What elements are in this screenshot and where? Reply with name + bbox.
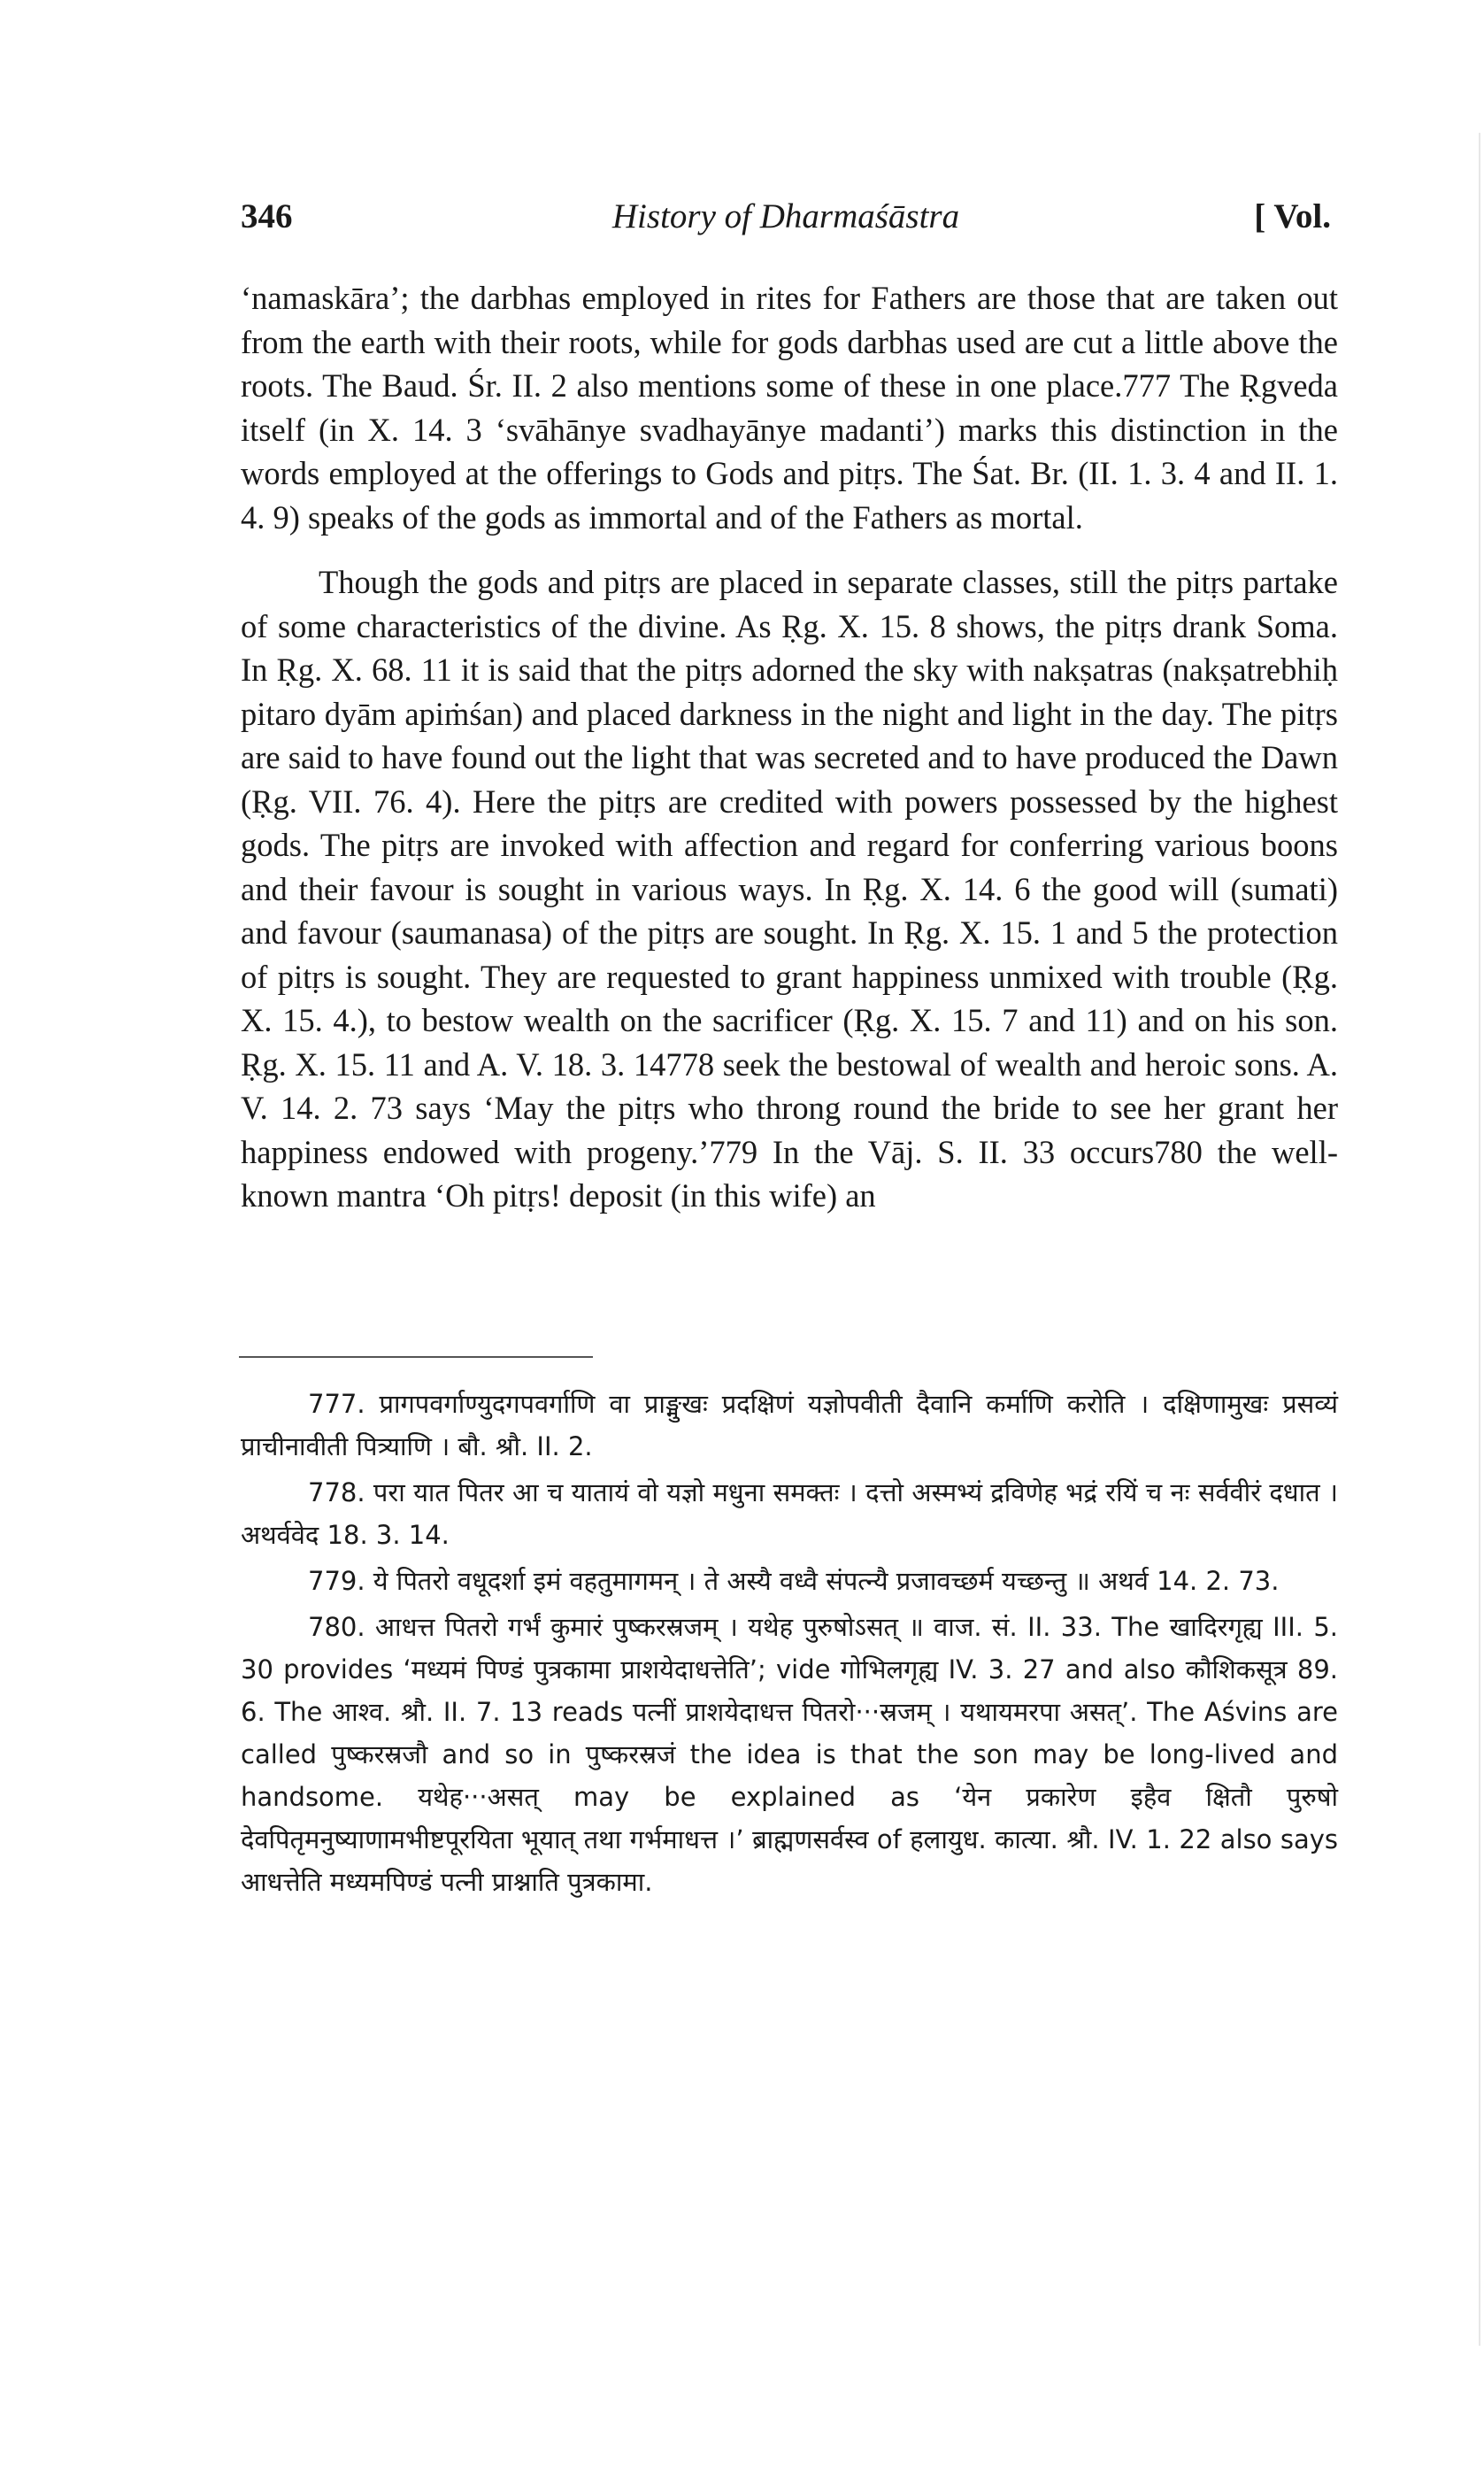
page-number: 346 xyxy=(241,197,293,235)
footnote-777: 777. प्रागपवर्गाण्युदगपवर्गाणि वा प्राङ्मुखः प्रदक्षिणं यज्ञोपवीती दैवानि कर्माणि करोति । दक्षिणामुखः प्रसव्यं प्राचीनावीती पित्र्याणि । बौ. श्रौ. II. 2. xyxy=(241,1389,1338,1461)
paragraph: ‘namaskāra’; the darbhas employed in rites for Fathers are those that are taken out from the earth with their roots, while for gods darbhas used are cut a little above the roots. The Baud. Śr. II. 2 also mentions some of these in one place.777 The Ṛgveda itself (in X. 14. 3 ‘svāhānye svadhayānye madanti’) marks this distinction in the words employed at the offerings to Gods and pitṛs. The Śat. Br. (II. 1. 3. 4 and II. 1. 4. 9) speaks of the gods as immortal and of the Fathers as mortal. xyxy=(241,280,1338,536)
volume-marker: [ Vol. xyxy=(1254,197,1331,235)
paragraph: Though the gods and pitṛs are placed in separate classes, still the pitṛs partake of some characteristics of the divine. As Ṛg. X. 15. 8 shows, the pitṛs drank Soma. In Ṛg. X. 68. 11 it is said that the pitṛs adorned the sky with nakṣatras (nakṣatrebhiḥ pitaro dyām apiṁśan) and placed darkness in the night and light in the day. The pitṛs are said to have found out the light that was secreted and to have produced the Dawn (Ṛg. VII. 76. 4). Here the pitṛs are credited with powers possessed by the highest gods. The pitṛs are invoked with affection and regard for conferring various boons and their favour is sought in various ways. In Ṛg. X. 14. 6 the good will (sumati) and favour (saumanasa) of the pitṛs are sought. In Ṛg. X. 15. 1 and 5 the protection of pitṛs is sought. They are requested to grant happiness unmixed with trouble (Ṛg. X. 15. 4.), to bestow wealth on the sacrificer (Ṛg. X. 15. 7 and 11) and on his son. Ṛg. X. 15. 11 and A. V. 18. 3. 14778 seek the bestowal of wealth and heroic sons. A. V. 14. 2. 73 says ‘May the pitṛs who throng round the bride to see her grant her happiness endowed with progeny.’779 In the Vāj. S. II. 33 occurs780 the well-known mantra ‘Oh pitṛs! deposit (in this wife) an xyxy=(241,564,1338,1214)
footnotes xyxy=(241,1383,1338,1907)
page-header xyxy=(241,197,1331,246)
footnote-779: 779. ये पितरो वधूदर्शा इमं वहतुमागमन् । ते अस्यै वध्वै संपत्न्यै प्रजावच्छर्म यच्छन्तु ॥ अथर्व 14. 2. 73. xyxy=(308,1566,1280,1596)
footnote-780: 780. आधत्त पितरो गर्भं कुमारं पुष्करस्रजम् । यथेह पुरुषोऽसत् ॥ वाज. सं. II. 33. The खादिरगृह्य III. 5. 30 provides ‘मध्यमं पिण्डं पुत्रकामा प्राशयेदाधत्तेति’; vide गोभिलगृह्य IV. 3. 27 and also कौशिकसूत्र 89. 6. The आश्व. श्रौ. II. 7. 13 reads पत्नीं प्राशयेदाधत्त पितरो···स्रजम् । यथायमरपा असत्’. The Aśvins are called पुष्करस्रजौ and so in पुष्करस्रजं the idea is that the son may be long-lived and handsome. यथेह···असत् may be explained as ‘येन प्रकारेण इहैव क्षितौ पुरुषो देवपितृमनुष्याणामभीष्टपूरयिता भूयात् तथा गर्भमाधत्त ।’ ब्राह्मणसर्वस्व of हलायुध. कात्या. श्रौ. IV. 1. 22 also says आधत्तेति मध्यमपिण्डं पत्नी प्राश्नाति पुत्रकामा. xyxy=(241,1612,1338,1897)
running-title: History of Dharmaśāstra xyxy=(611,197,960,235)
page-edge-shadow xyxy=(1479,133,1484,2346)
footnote-778: 778. परा यात पितर आ च यातायं वो यज्ञो मधुना समक्तः । दत्तो अस्मभ्यं द्रविणेह भद्रं रयिं च नः सर्ववीरं दधात । अथर्ववेद 18. 3. 14. xyxy=(241,1477,1338,1550)
footnote-divider xyxy=(239,1356,593,1358)
main-text xyxy=(241,276,1338,1239)
